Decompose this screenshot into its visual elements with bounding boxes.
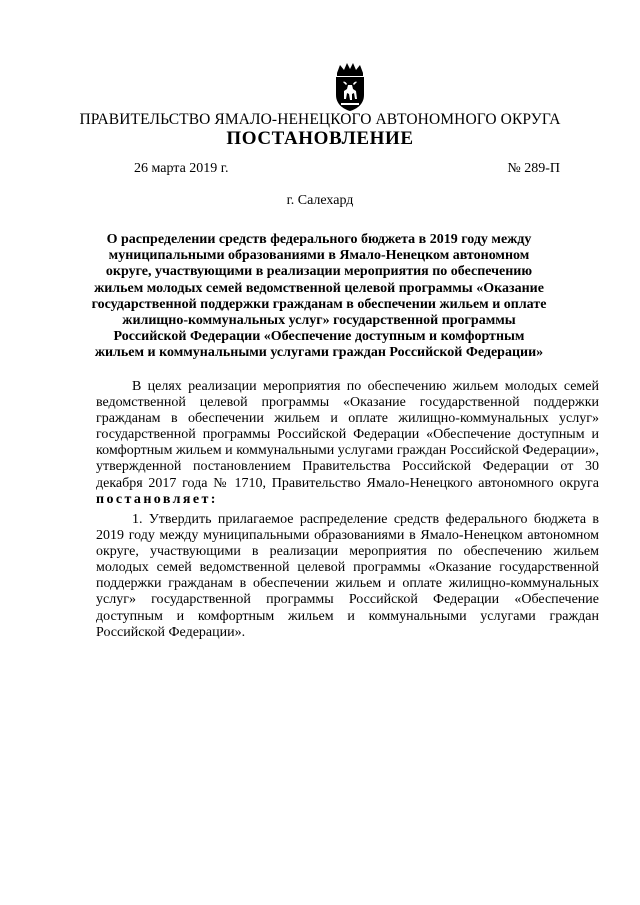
clause-1-paragraph: 1. Утвердить прилагаемое распределение средств федерального бюджета в 2019 году между муниципальными образованиями в Ямало-Ненецком автономном округе, участвующими в реализации мероприятия по обеспечению жильем молодых семей ведомственной целевой программы «Оказание государственной поддержки гражданам в обеспечении жильем и оплате жилищно-коммунальных услуг» государственной программы Российской Федерации «Обеспечение доступным и комфортным жильем и коммунальными услугами граждан Российской Федерации».: [96, 512, 599, 640]
coat-of-arms-deer-icon: [330, 62, 370, 112]
document-subject: О распределении средств федерального бюджета в 2019 году между муниципальными образованиями в Ямало-Ненецком автономном округе, участвующими в реализации мероприятия по обеспечению жильем молодых семей ведомственной целевой программы «Оказание государственной поддержки гражданам в обеспечении жильем и оплате жилищно-коммунальных услуг» государственной программы Российской Федерации «Обеспечение доступным и комфортным жильем и коммунальными услугами граждан Российской Федерации»: [91, 232, 547, 361]
document-date: 26 марта 2019 г.: [134, 161, 229, 176]
preamble-paragraph: [96, 379, 599, 508]
government-name: ПРАВИТЕЛЬСТВО ЯМАЛО-НЕНЕЦКОГО АВТОНОМНОГО ОКРУГА: [79, 111, 561, 128]
document-city: г. Салехард: [286, 193, 354, 208]
preamble-text: В целях реализации мероприятия по обеспечению жильем молодых семей ведомственной целевой программы «Оказание государственной поддержки гражданам в обеспечении жильем и оплате жилищно-коммунальных услуг» государственной программы Российской Федерации «Обеспечение доступным и комфортным жильем и коммунальными услугами граждан Российской Федерации», утвержденной постановлением Правительства Российской Федерации от 30 декабря 2017 года № 1710, Правительство Ямало-Ненецкого автономного округа: [96, 379, 599, 491]
document-type-title: ПОСТАНОВЛЕНИЕ: [226, 128, 414, 149]
resolves-keyword: постановляет:: [96, 491, 218, 507]
document-number: № 289-П: [507, 161, 560, 176]
